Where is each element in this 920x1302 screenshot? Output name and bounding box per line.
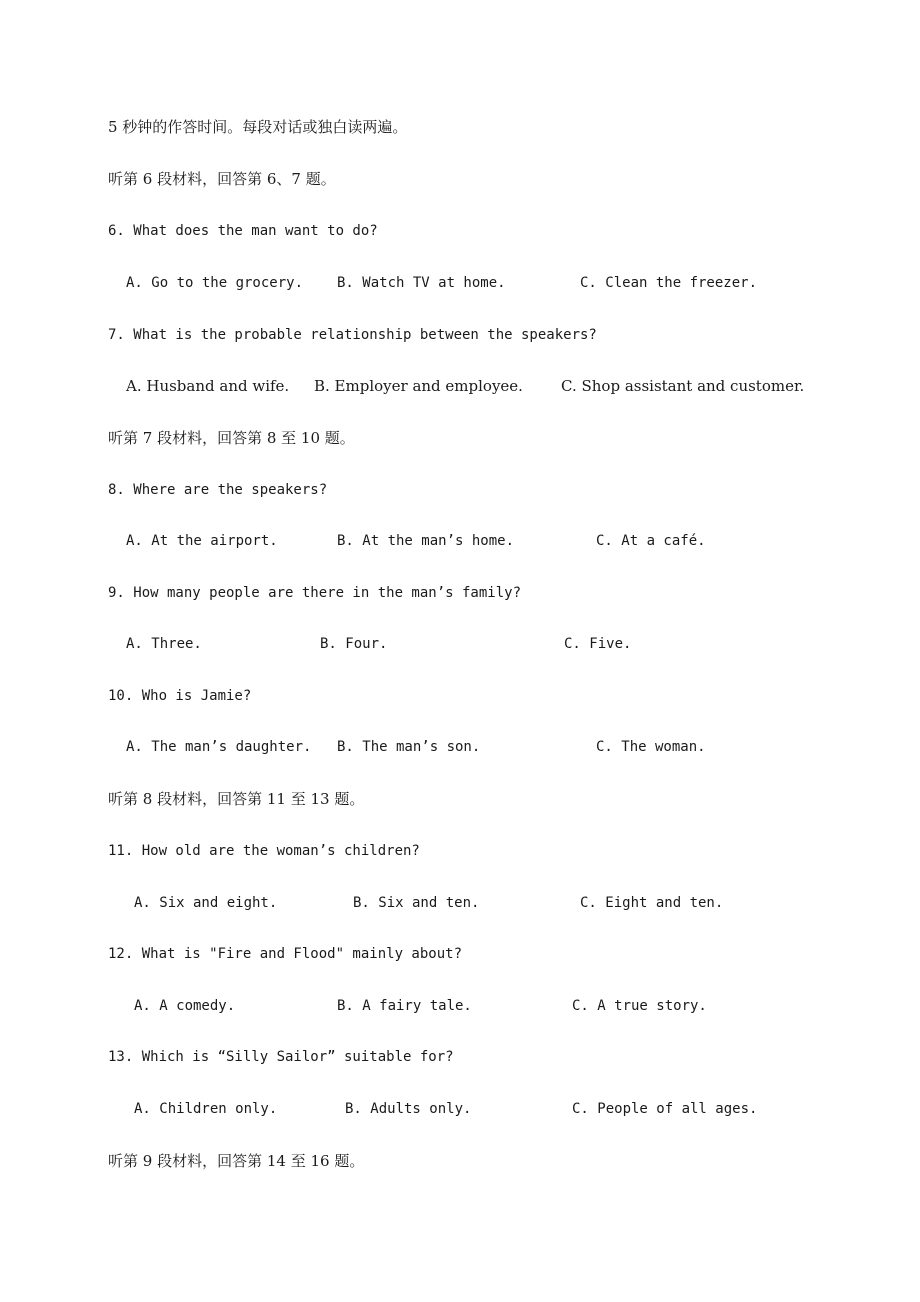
- question-stem: 12. What is "Fire and Flood" mainly about?: [108, 946, 463, 962]
- option-b: B. The man’s son.: [337, 739, 481, 755]
- option-c: C. Clean the freezer.: [580, 275, 758, 291]
- option-a: A. Children only.: [134, 1101, 278, 1117]
- section-heading: 听第 7 段材料，回答第 8 至 10 题。: [108, 429, 355, 447]
- option-a: A. Husband and wife.: [126, 377, 290, 395]
- question-stem: 6. What does the man want to do?: [108, 223, 378, 239]
- option-a: A. A comedy.: [134, 998, 236, 1014]
- option-c: C. At a café.: [596, 533, 706, 549]
- option-a: A. Six and eight.: [134, 895, 278, 911]
- option-c: C. Five.: [564, 636, 632, 652]
- option-c: C. A true story.: [572, 998, 707, 1014]
- section-heading: 听第 9 段材料，回答第 14 至 16 题。: [108, 1152, 365, 1170]
- option-b: B. Six and ten.: [353, 895, 480, 911]
- option-b: B. Four.: [320, 636, 388, 652]
- option-b: B. A fairy tale.: [337, 998, 472, 1014]
- intro-line: 5 秒钟的作答时间。每段对话或独白读两遍。: [108, 118, 408, 136]
- question-stem: 13. Which is “Silly Sailor” suitable for?: [108, 1049, 454, 1065]
- section-heading: 听第 6 段材料，回答第 6、7 题。: [108, 170, 336, 188]
- option-c: C. People of all ages.: [572, 1101, 758, 1117]
- option-b: B. Watch TV at home.: [337, 275, 506, 291]
- option-c: C. Shop assistant and customer.: [561, 377, 805, 395]
- section-heading: 听第 8 段材料，回答第 11 至 13 题。: [108, 790, 365, 808]
- option-c: C. Eight and ten.: [580, 895, 724, 911]
- question-stem: 7. What is the probable relationship between the speakers?: [108, 327, 597, 343]
- option-a: A. The man’s daughter.: [126, 739, 312, 755]
- question-stem: 8. Where are the speakers?: [108, 482, 328, 498]
- option-b: B. Adults only.: [345, 1101, 472, 1117]
- question-stem: 10. Who is Jamie?: [108, 688, 252, 704]
- option-a: A. At the airport.: [126, 533, 278, 549]
- option-b: B. Employer and employee.: [314, 377, 523, 395]
- question-stem: 9. How many people are there in the man’s family?: [108, 585, 522, 601]
- question-stem: 11. How old are the woman’s children?: [108, 843, 420, 859]
- option-b: B. At the man’s home.: [337, 533, 515, 549]
- option-a: A. Three.: [126, 636, 202, 652]
- option-a: A. Go to the grocery.: [126, 275, 304, 291]
- option-c: C. The woman.: [596, 739, 706, 755]
